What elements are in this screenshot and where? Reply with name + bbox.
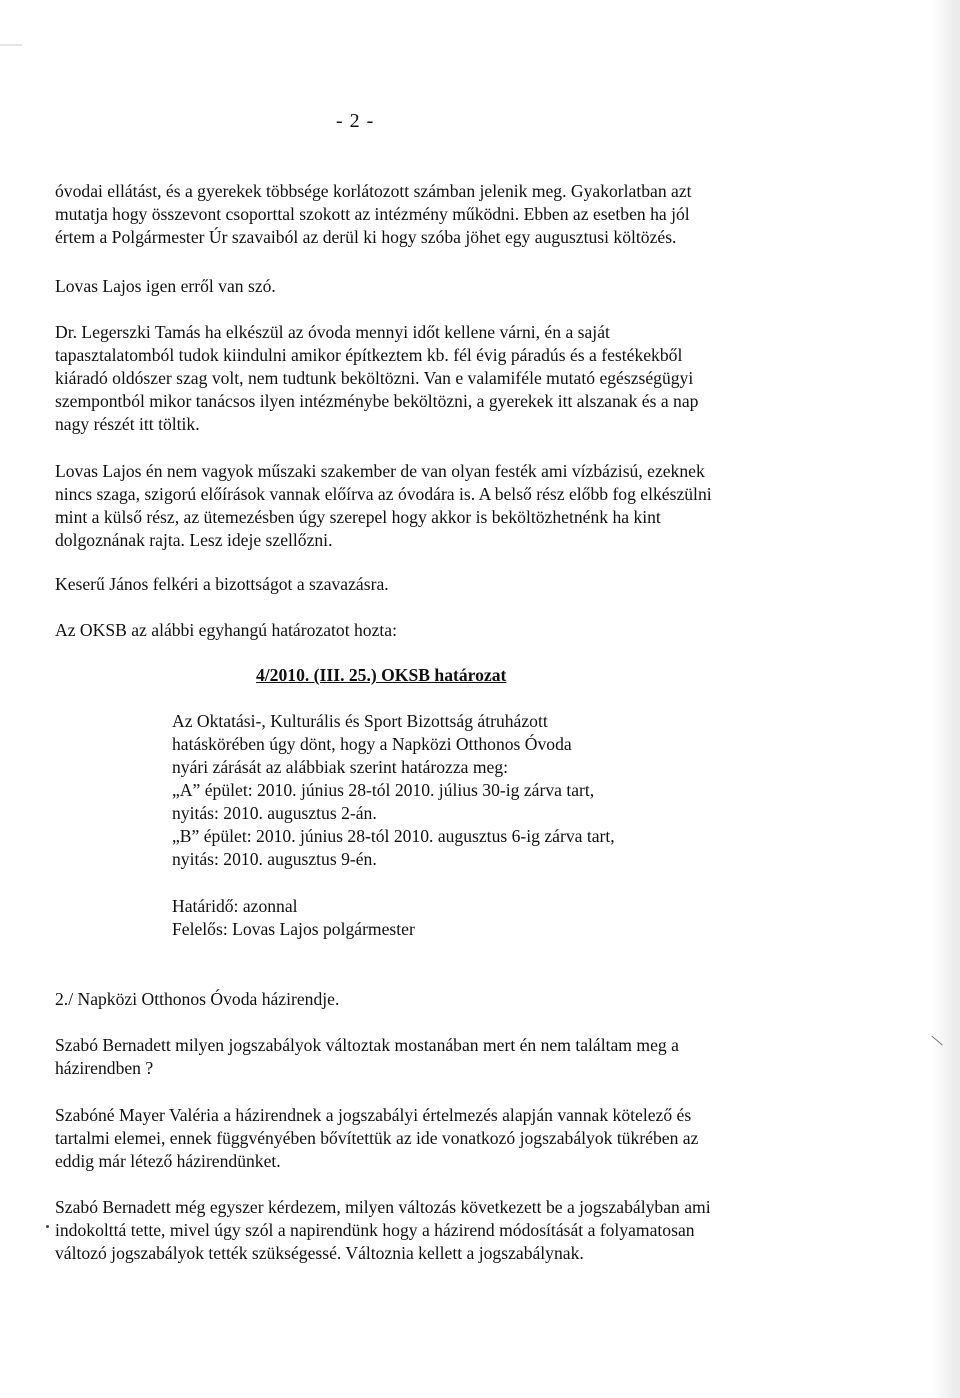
text-line: mint a külső rész, az ütemezésben úgy szerepel hogy akkor is beköltözhetnénk ha kint: [55, 507, 661, 527]
text-line: eddig már létező házirendünket.: [55, 1151, 281, 1171]
text-line: mutatja hogy összevont csoporttal szokott az intézmény működni. Ebben az esetben ha jól: [55, 204, 690, 224]
text-line: Szabó Bernadett milyen jogszabályok változtak mostanában mert én nem találtam meg a: [55, 1035, 679, 1055]
paragraph-szabo-followup: [55, 1196, 815, 1265]
text-line: Szabó Bernadett még egyszer kérdezem, milyen változás következett be a jogszabályban ami: [55, 1197, 711, 1217]
scan-dot: [46, 1225, 49, 1228]
text-line: Szabóné Mayer Valéria a házirendnek a jogszabályi értelmezés alapján vannak kötelező és: [55, 1105, 692, 1125]
text-line: 2./ Napközi Otthonos Óvoda házirendje.: [55, 989, 340, 1009]
text-line: Lovas Lajos igen erről van szó.: [55, 276, 276, 296]
paragraph-mayer-answer: [55, 1104, 815, 1173]
text-line: változó jogszabályok tették szükségessé. Változnia kellett a jogszabálynak.: [55, 1243, 584, 1263]
paragraph-unanimous: [55, 619, 815, 642]
resolution-line: „A” épület: 2010. június 28-tól 2010. július 30-ig zárva tart,: [172, 780, 595, 800]
resolution-body: [172, 710, 692, 871]
paragraph-lovas-answer: [55, 460, 815, 552]
page-edge-shadow: [932, 0, 960, 1398]
paragraph-szabo-question: [55, 1034, 815, 1080]
paragraph-kindergarten-care: [55, 180, 815, 249]
text-line: nagy részét itt töltik.: [55, 414, 200, 434]
text-line: kiáradó oldószer szag volt, nem tudtunk beköltözni. Van e valamiféle mutató egészségügyi: [55, 368, 694, 388]
text-line: Lovas Lajos én nem vagyok műszaki szakember de van olyan festék ami vízbázisú, ezeknek: [55, 461, 705, 481]
deadline-line: Határidő: azonnal: [172, 896, 298, 916]
text-line: óvodai ellátást, és a gyerekek többsége korlátozott számban jelenik meg. Gyakorlatban azt: [55, 181, 692, 201]
text-line: szempontból mikor tanácsos ilyen intézménybe beköltözni, a gyerekek itt alszanak és a nap: [55, 391, 699, 411]
paragraph-vote-call: [55, 573, 815, 596]
text-line: Keserű János felkéri a bizottságot a szavazásra.: [55, 574, 389, 594]
text-line: dolgoznának rajta. Lesz ideje szellőzni.: [55, 530, 333, 550]
paragraph-legerszki-question: [55, 321, 815, 436]
text-line: Dr. Legerszki Tamás ha elkészül az óvoda mennyi időt kellene várni, én a saját: [55, 322, 610, 342]
resolution-line: hatáskörében úgy dönt, hogy a Napközi Otthonos Óvoda: [172, 734, 572, 754]
text-line: tartalmi elemei, ennek függvényében bővítettük az ide vonatkozó jogszabályok tükrében az: [55, 1128, 699, 1148]
text-line: tapasztalatomból tudok kiindulni amikor építkeztem kb. fél évig páradús és a festékekből: [55, 345, 683, 365]
resolution-line: nyitás: 2010. augusztus 2-án.: [172, 803, 377, 823]
resolution-line: „B” épület: 2010. június 28-tól 2010. augusztus 6-ig zárva tart,: [172, 826, 615, 846]
responsible-line: Felelős: Lovas Lajos polgármester: [172, 919, 415, 939]
text-line: indokolttá tette, mivel úgy szól a napirendünk hogy a házirend módosítását a folyamatosan: [55, 1220, 695, 1240]
page-number: - 2 -: [336, 110, 375, 132]
text-line: házirendben ?: [55, 1058, 154, 1078]
scan-artifact: [0, 44, 22, 46]
resolution-line: nyitás: 2010. augusztus 9-én.: [172, 849, 377, 869]
resolution-deadline: [172, 895, 415, 941]
paragraph-lovas-reply: [55, 275, 815, 298]
text-line: értem a Polgármester Úr szavaiból az derül ki hogy szóba jöhet egy augusztusi költözés.: [55, 227, 677, 247]
agenda-item-heading: [55, 988, 815, 1011]
resolution-title: 4/2010. (III. 25.) OKSB határozat: [256, 665, 507, 685]
text-line: nincs szaga, szigorú előírások vannak előírva az óvodára is. A belső rész előbb fog elkészülni: [55, 484, 712, 504]
resolution-line: nyári zárását az alábbiak szerint határozza meg:: [172, 757, 509, 777]
text-line: Az OKSB az alábbi egyhangú határozatot hozta:: [55, 620, 397, 640]
resolution-line: Az Oktatási-, Kulturális és Sport Bizottság átruházott: [172, 711, 548, 731]
